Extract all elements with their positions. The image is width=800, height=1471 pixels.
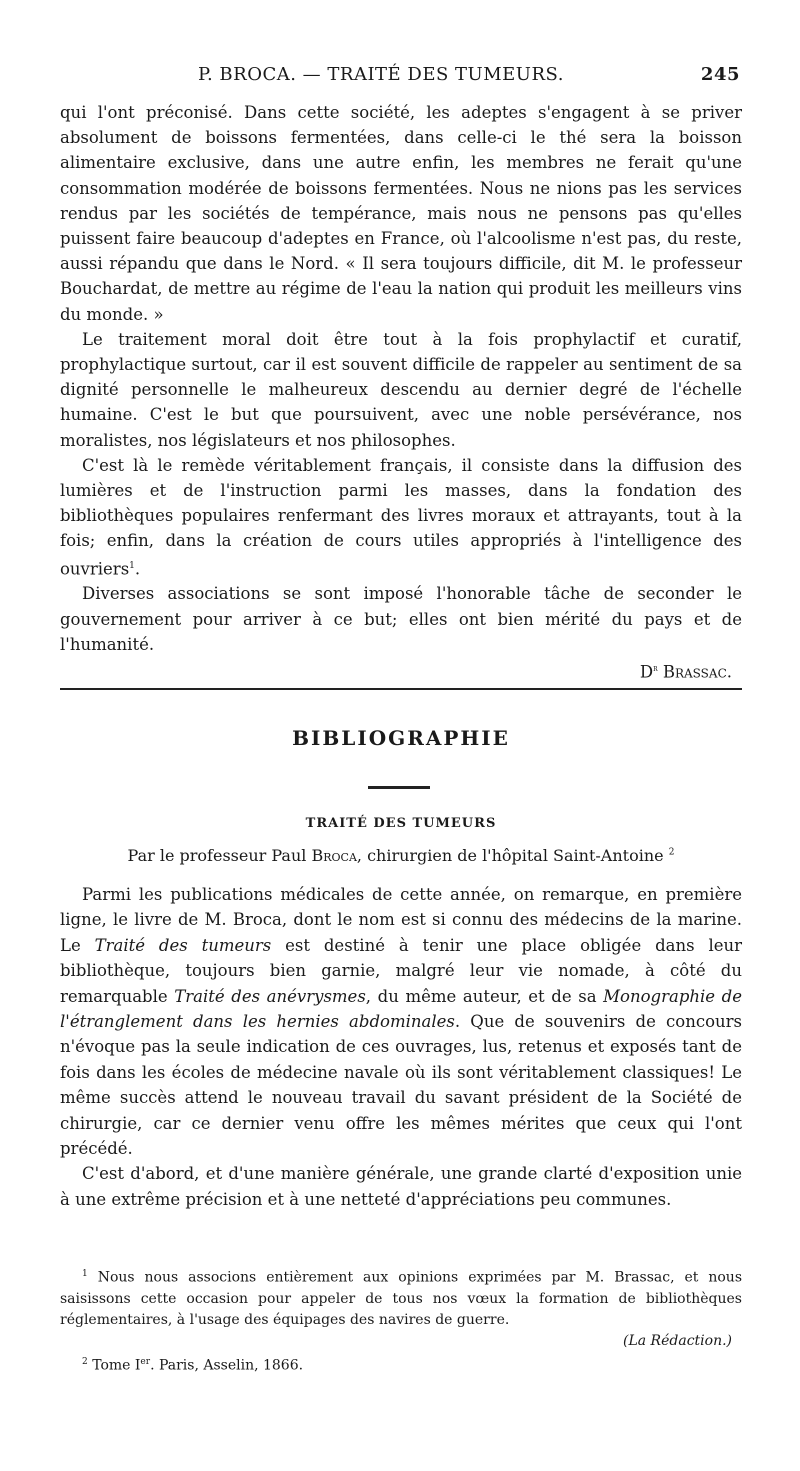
paragraph: Le traitement moral doit être tout à la fois prophylactif et curatif, prophylactique surtout, car il est souvent difficile de rappeler au sentiment de sa dignité personnelle le malheureux descendu au dernier degré de l'échelle humaine. C'est le but que poursuivent, avec une noble persévérance, nos moralistes, nos législateurs et nos philosophes. [60, 329, 742, 450]
footnote-mark: 1 [82, 1269, 88, 1279]
footnote-sup: er [140, 1356, 151, 1367]
footnote [60, 1264, 742, 1331]
signature-line [60, 657, 742, 685]
footnote-mark: 2 [82, 1356, 88, 1367]
signature-name: Brassac. [662, 662, 732, 682]
text-run: Parmi les publications médicales de cette année, on remarque, en première ligne, le livre de M. Broca, dont le nom est si connu des médecins de la marine. Le [60, 885, 742, 955]
paragraph: C'est d'abord, et d'une manière générale, une grande clarté d'exposition unie à une extrême précision et à une netteté d'appréciations peu communes. [60, 1164, 742, 1209]
text-run: , du même auteur, et de sa [365, 986, 597, 1006]
byline-post: , chirurgien de l'hôpital Saint-Antoine [356, 846, 664, 865]
signature-prefix: D [639, 662, 654, 682]
signature [640, 657, 742, 685]
page-number: 245 [700, 64, 740, 85]
byline-author: Broca [311, 846, 357, 865]
footnote-text: Tome I [92, 1357, 141, 1374]
footnote-attribution: (La Rédaction.) [623, 1332, 732, 1349]
footnote-text: . Paris, Asselin, 1866. [150, 1357, 304, 1374]
footnote [60, 1352, 742, 1377]
paragraph-end: . [134, 559, 141, 579]
footnote-ref: 2 [668, 847, 675, 858]
paragraph-text: C'est là le remède véritablement français, il consiste dans la diffusion des lumières et de l'instruction parmi les masses, dans la fondation des bibliothèques populaires renfermant des livres moraux et attrayants, tout à la fois; enfin, dans la création de cours utiles appropriés à l'intelligence des ouvriers [60, 455, 742, 579]
article-body [60, 100, 742, 685]
paragraph: Diverses associations se sont imposé l'honorable tâche de seconder le gouvernement pour arriver à ce but; elles ont bien mérité du pays et de l'humanité. [60, 584, 742, 654]
paragraph: qui l'ont préconisé. Dans cette société, les adeptes s'engagent à se priver absolument de boissons fermentées, dans celle-ci le thé sera la boisson alimentaire exclusive, dans une autre enfin, les membres ne ferait qu'une consommation modérée de boissons fermentées. Nous ne nions pas les services rendus par les sociétés de tempérance, mais nous ne pensons pas qu'elles puissent faire beaucoup d'adeptes en France, où l'alcoolisme n'est pas, du reste, aussi répandu que dans le Nord. « Il sera toujours difficile, dit M. le professeur Bouchardat, de mettre au régime de l'eau la nation qui produit les meilleurs vins du monde. » [60, 103, 742, 324]
footnote-ref: 1 [129, 560, 135, 571]
book-title: Monographie de l'étranglement dans les hernies abdominales [60, 986, 742, 1032]
footnotes [60, 1264, 742, 1376]
text-run: est destiné à tenir une place obligée dans leur bibliothèque, toujours bien garnie, malgré leur vie nomade, à côté du remarquable [60, 935, 743, 1006]
byline-pre: Par le professeur Paul [127, 846, 307, 865]
heading-underline [368, 786, 430, 789]
header-title: P. BROCA. — TRAITÉ DES TUMEURS. [198, 64, 564, 85]
book-title: Traité des anévrysmes [174, 986, 366, 1006]
text-run: . Que de souvenirs de concours n'évoque pas la seule indication de ces ouvrages, lus, retenus et exposés tant de fois dans les écoles de médecine navale où ils sont véritablement classiques! Le même succès attend le nouveau travail du savant président de la Société de chirurgie, car ce dernier venu offre les mêmes mérites que ceux qui l'ont précédé. [60, 1012, 742, 1159]
paragraph [60, 453, 742, 582]
review-title: TRAITÉ DES TUMEURS [305, 816, 497, 831]
signature-prefix-sup: r [653, 663, 658, 674]
footnote-text: Nous nous associons entièrement aux opinions exprimées par M. Brassac, et nous saisissons cette occasion pour appeler de tous nos vœux la formation de bibliothèques réglementaires, à l'usage des équipages des navires de guerre. [60, 1269, 743, 1328]
section-divider [60, 688, 742, 690]
review-body [60, 882, 742, 1212]
paragraph [60, 882, 742, 1161]
book-title: Traité des tumeurs [94, 935, 272, 955]
byline [60, 846, 742, 865]
section-heading: BIBLIOGRAPHIE [292, 726, 510, 750]
